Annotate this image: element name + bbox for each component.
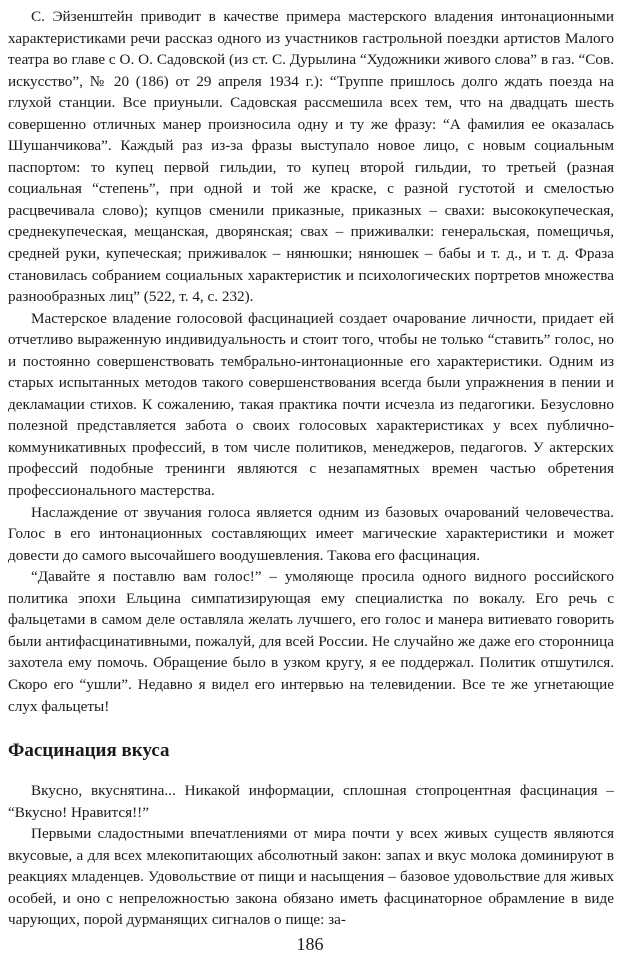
paragraph-taste-impressions: Первыми сладостными впечатлениями от мира почти у всех живых существ являются вкусовые, а для всех млекопитающих абсолютный закон: запах и вкус молока доминируют в реакциях младенцев. Удовольствие от пищи и насыщения – базовое удовольствие для живых особей, и оно с непреложностью закона обязано иметь фасцинаторное обрамление в виде чарующих, порой дурманящих сигналов о пище: за-: [8, 825, 614, 929]
paragraph-tasty: Вкусно, вкуснятина... Никакой информации, сплошная стопроцентная фасцинация – “Вкусно! Нравится!!”: [8, 782, 614, 821]
section-heading: Фасцинация вкуса: [8, 740, 170, 762]
page-body: [8, 6, 614, 931]
page-number: 186: [296, 934, 324, 954]
paragraph-voice-pleasure: Наслаждение от звучания голоса является одним из базовых очарований человечества. Голос в его интонационных составляющих имеет магические характеристики и может довести до самого высочайшего воодушевления. Такова его фасцинация.: [8, 503, 614, 564]
paragraph-politician-anecdote: “Давайте я поставлю вам голос!” – умоляюще просила одного видного российского политика эпохи Ельцина симпатизирующая ему специалистка по вокалу. Его речь с фальцетами в самом деле оставляла желать лучшего, его голос и манера витиевато говорить были антифасцинативными, пожалуй, для всей России. Не случайно же даже его сторонница захотела ему помочь. Обращение было в узком кругу, я ее поддержал. Политик отшутился. Скоро его “ушли”. Недавно я видел его интервью на телевидении. Все те же угнетающие слух фальцеты!: [8, 568, 614, 715]
paragraph-voice-fascination: Мастерское владение голосовой фасцинацией создает очарование личности, придает ей отчетливо выраженную индивидуальность и стоит того, чтобы не только “ставить” голос, но и постоянно совершенствовать тембрально-интонационные его характеристики. Одним из старых испытанных методов такого совершенствования всегда были упражнения в пении и декламации стихов. К сожалению, такая практика почти исчезла из педагогики. Безусловно полезной представляется забота о своих голосовых характеристиках у всех публично-коммуникативных профессий, в том числе политиков, менеджеров, педагогов. У актерских профессий подобные тренинги являются с незапамятных времен частью обретения профессионального мастерства.: [8, 309, 614, 500]
paragraph-eisenstein-quote: С. Эйзенштейн приводит в качестве примера мастерского владения интонационными характеристиками речи рассказ одного из участников гастрольной поездки артистов Малого театра во главе с О. О. Садовской (из ст. С. Дурылина “Художники живого слова” в газ. “Сов. искусство”, № 20 (186) от 29 апреля 1934 г.): “Труппе пришлось долго ждать поезда на глухой станции. Все приуныли. Садовская рассмешила всех тем, что на двадцать шесть совершенно отличных манер произносила одну и ту же фразу: “А фамилия ее оказалась Шушанчикова”. Каждый раз из-за фразы выступало новое лицо, с новым социальным паспортом: то купец первой гильдии, то купец второй гильдии, то третьей (разная социальная “степень”, при одной и той же краске, с разной густотой и смелостью расцвечивала слово); купцов сменили приказные, приказных – свахи: высококупеческая, среднекупеческая, мещанская, дворянская; свах – приживалки: генеральская, помещичья, средней руки, купеческая; приживалок – нянюшки; нянюшек – бабы и т. д., и т. д. Фраза становилась собранием социальных характеристик и психологических портретов множества разнообразных лиц” (522, т. 4, с. 232).: [8, 8, 614, 306]
